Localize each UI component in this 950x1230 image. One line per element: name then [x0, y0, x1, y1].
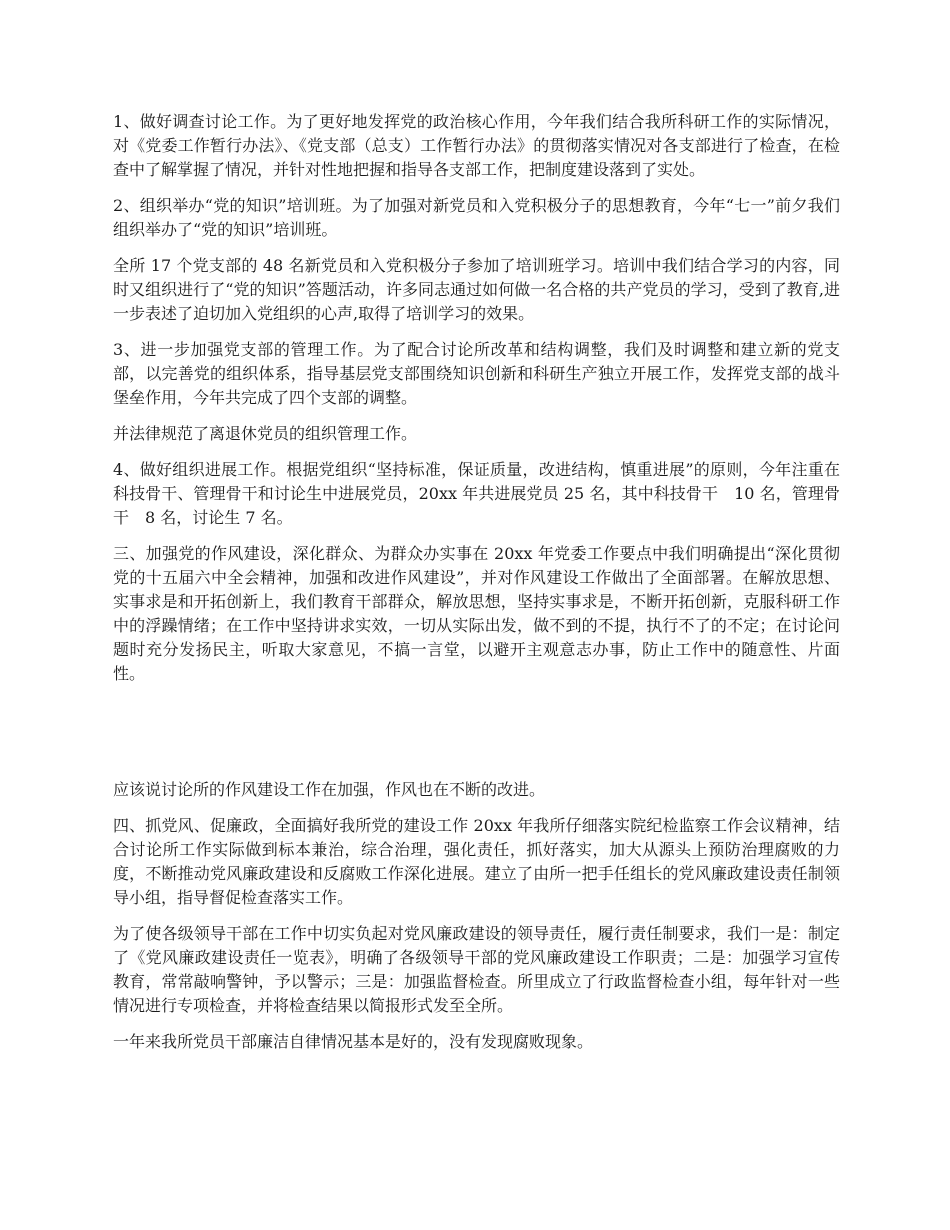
paragraph-style-improving: 应该说讨论所的作风建设工作在加强，作风也在不断的改进。	[113, 780, 546, 799]
paragraph-organization-growth: 4、做好组织进展工作。根据党组织“坚持标准，保证质量，改进结构，慎重进展”的原则，今年注重在科技骨干、管理骨干和讨论生中进展党员，20xx 年共进展党员 25 名，其中科技骨干 10 名，管理骨干 8 名，讨论生 7 名。	[113, 460, 840, 527]
paragraph-training-class: 2、组织举办“党的知识”培训班。为了加强对新党员和入党积极分子的思想教育，今年“七一”前夕我们组织举办了“党的知识”培训班。	[113, 196, 840, 239]
paragraph-retirees: 并法律规范了离退休党员的组织管理工作。	[113, 424, 418, 443]
paragraph-style-building: 三、加强党的作风建设，深化群众、为群众办实事在 20xx 年党委工作要点中我们明确提出“深化贯彻党的十五届六中全会精神，加强和改进作风建设”，并对作风建设工作做出了全面部署。在解放思想、实事求是和开拓创新上，我们教育干部群众，解放思想，坚持实事求是，不断开拓创新，克服科研工作中的浮躁情绪；在工作中坚持讲求实效，一切从实际出发，做不到的不提，执行不了的不定；在讨论问题时充分发扬民主，听取大家意见，不搞一言堂，以避开主观意志办事，防止工作中的随意性、片面性。	[113, 544, 840, 683]
document-page	[113, 110, 840, 1066]
paragraph-responsibility: 为了使各级领导干部在工作中切实负起对党风廉政建设的领导责任，履行责任制要求，我们一是：制定了《党风廉政建设责任一览表》，明确了各级领导干部的党风廉政建设工作职责；二是：加强学习宣传教育，常常敲响警钟，予以警示；三是：加强监督检查。所里成立了行政监督检查小组，每年针对一些情况进行专项检查，并将检查结果以简报形式发至全所。	[113, 924, 840, 1015]
paragraph-investigation: 1、做好调查讨论工作。为了更好地发挥党的政治核心作用，今年我们结合我所科研工作的实际情况，对《党委工作暂行办法》、《党支部（总支）工作暂行办法》的贯彻落实情况对各支部进行了检查，在检查中了解掌握了情况，并针对性地把握和指导各支部工作，把制度建设落到了实处。	[113, 112, 840, 179]
paragraph-branch-management: 3、进一步加强党支部的管理工作。为了配合讨论所改革和结构调整，我们及时调整和建立新的党支部，以完善党的组织体系，指导基层党支部围绕知识创新和科研生产独立开展工作，发挥党支部的战斗堡垒作用，今年共完成了四个支部的调整。	[113, 340, 840, 407]
page-gap	[113, 698, 840, 778]
paragraph-training-participants: 全所 17 个党支部的 48 名新党员和入党积极分子参加了培训班学习。培训中我们结合学习的内容，同时又组织进行了“党的知识”答题活动，许多同志通过如何做一名合格的共产党员的学习，受到了教育,进一步表述了迫切加入党组织的心声,取得了培训学习的效果。	[113, 256, 840, 323]
paragraph-anti-corruption: 四、抓党风、促廉政，全面搞好我所党的建设工作 20xx 年我所仔细落实院纪检监察工作会议精神，结合讨论所工作实际做到标本兼治，综合治理，强化责任，抓好落实，加大从源头上预防治理腐败的力度，不断推动党风廉政建设和反腐败工作深化进展。建立了由所一把手任组长的党风廉政建设责任制领导小组，指导督促检查落实工作。	[113, 816, 840, 907]
paragraph-conclusion: 一年来我所党员干部廉洁自律情况基本是好的，没有发现腐败现象。	[113, 1032, 594, 1051]
